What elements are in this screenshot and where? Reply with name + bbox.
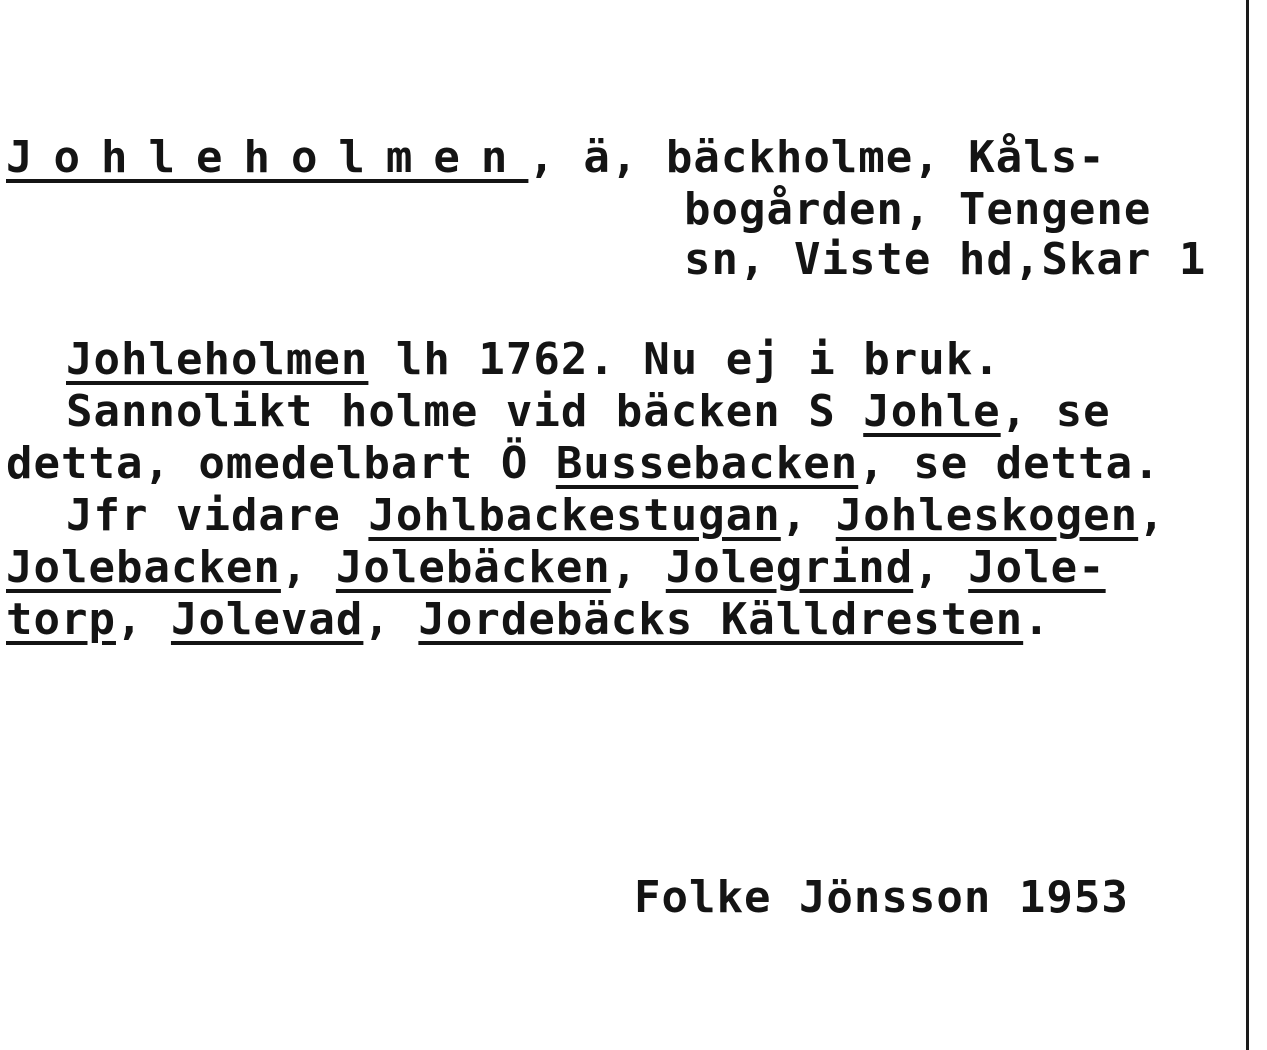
body-text: , se detta. — [858, 438, 1161, 489]
body-text: , — [780, 490, 836, 541]
description-line-1: ä, bäckholme, Kåls- — [583, 132, 1106, 183]
ref-johlbackestugan: Johlbackestugan — [368, 490, 781, 541]
ref-jolebacken-2: Jolebäcken — [335, 542, 611, 593]
body-text: , se — [1000, 386, 1111, 437]
ref-johleholmen: Johleholmen — [66, 334, 369, 385]
headword-line — [6, 132, 1106, 184]
ref-bussebacken: Bussebacken — [555, 438, 859, 489]
body-text: , — [913, 542, 969, 593]
ref-johle: Johle — [863, 386, 1001, 437]
body-line-2 — [66, 386, 1111, 438]
body-text: , — [1138, 490, 1166, 541]
body-text: Jfr vidare — [66, 490, 369, 541]
ref-jordebacks-kalldresten: Jordebäcks Källdresten — [418, 594, 1024, 645]
body-line-4 — [66, 490, 1166, 542]
body-text: detta, omedelbart Ö — [6, 438, 556, 489]
ref-johleskogen: Johleskogen — [835, 490, 1139, 541]
body-text: Sannolikt holme vid bäcken S — [66, 386, 864, 437]
ref-jole-hyphen: Jole- — [968, 542, 1106, 593]
ref-torp: torp — [6, 594, 116, 645]
headword-separator: , — [528, 132, 584, 183]
body-text: . — [1023, 594, 1051, 645]
body-text: , — [115, 594, 171, 645]
body-line-5 — [6, 542, 1106, 594]
body-text: , — [280, 542, 336, 593]
ref-jolebacken: Jolebacken — [6, 542, 281, 593]
body-text: , — [610, 542, 666, 593]
body-text: , — [363, 594, 419, 645]
signature: Folke Jönsson 1953 — [634, 872, 1129, 923]
body-line-1 — [66, 334, 1001, 386]
description-line-3: sn, Viste hd,Skar 1 — [684, 234, 1207, 285]
body-line-6 — [6, 594, 1051, 646]
card-edge-line — [1246, 0, 1249, 1050]
body-line-3 — [6, 438, 1161, 490]
ref-jolevad: Jolevad — [170, 594, 364, 645]
body-text: lh 1762. Nu ej i bruk. — [368, 334, 1001, 385]
ref-jolegrind: Jolegrind — [665, 542, 914, 593]
headword: Johleholmen — [6, 132, 529, 183]
description-line-2: bogården, Tengene — [684, 184, 1152, 235]
